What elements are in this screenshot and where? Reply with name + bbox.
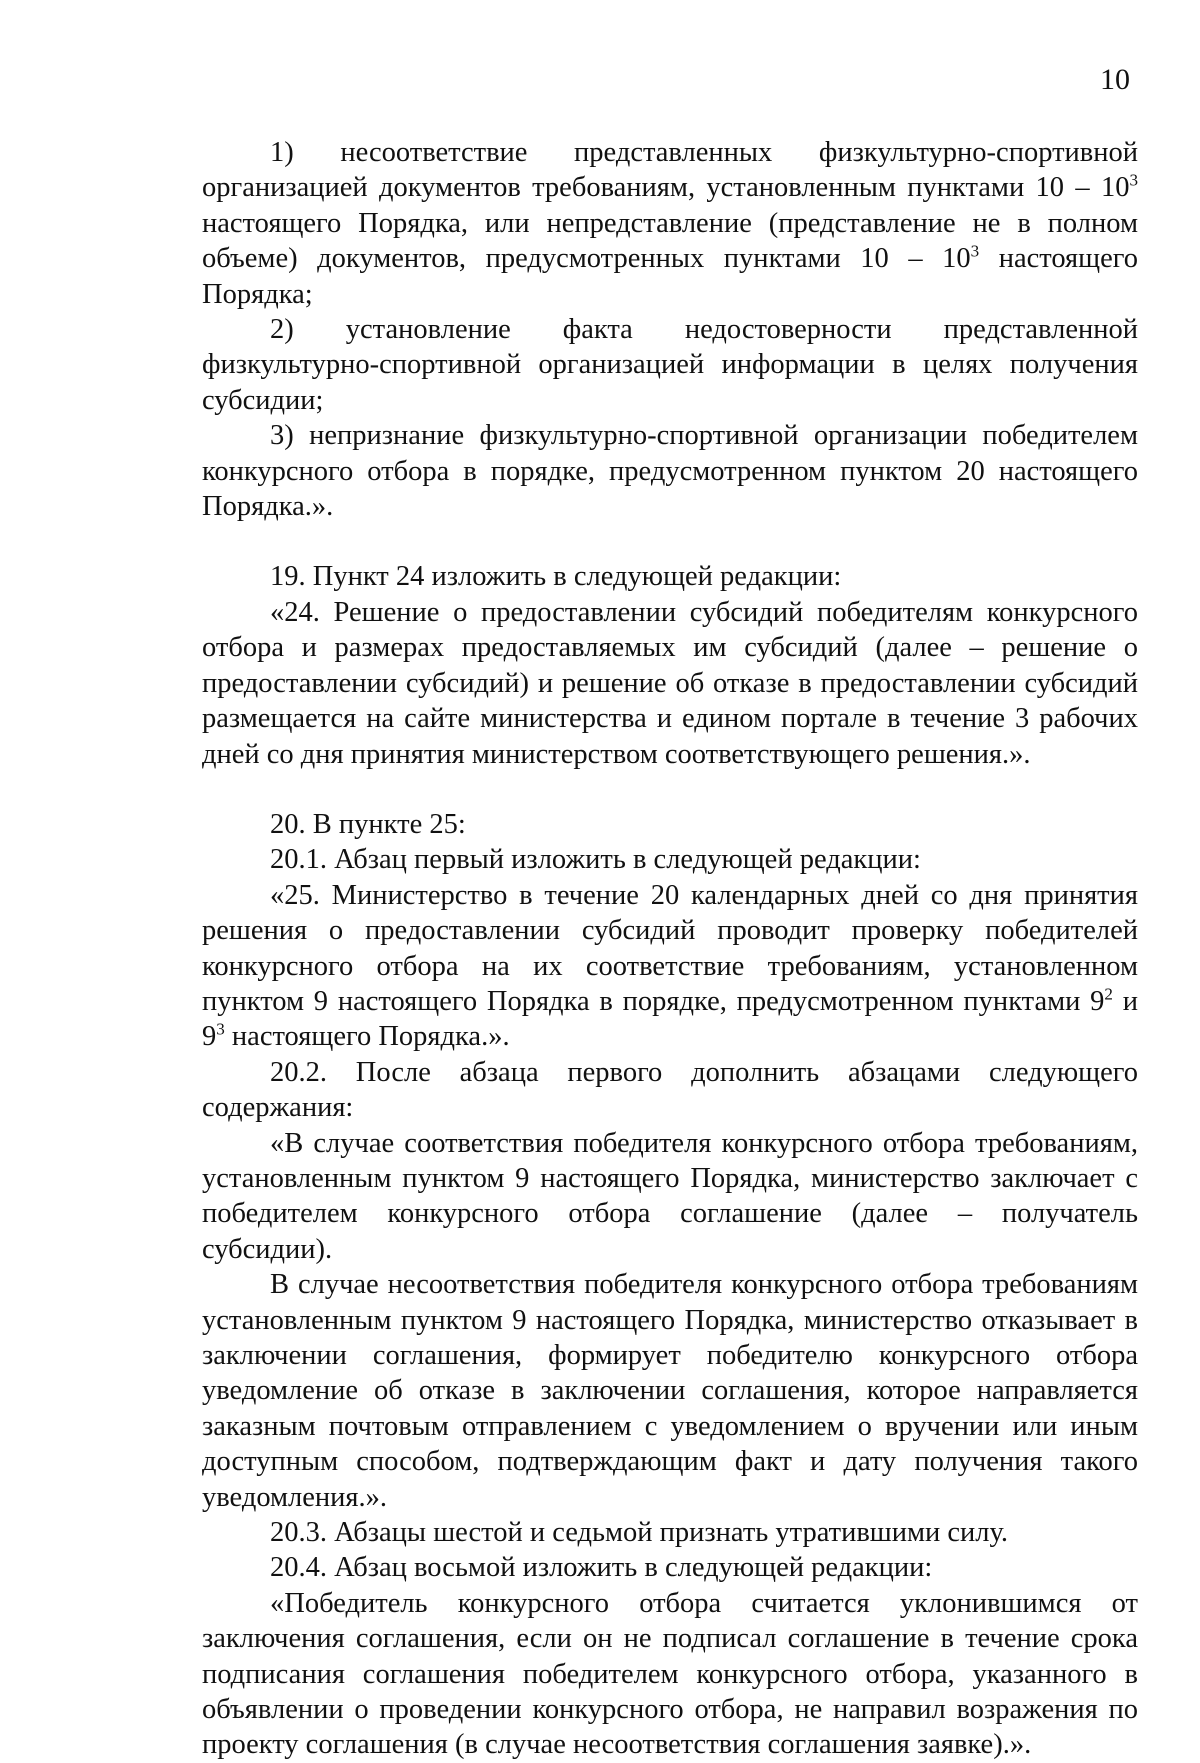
superscript: 3 — [970, 241, 980, 261]
text-run: 20.2. После абзаца первого дополнить абзацами следующего содержания: — [202, 1056, 1138, 1124]
paragraph-13 — [202, 1550, 1138, 1585]
text-run: 20. В пункте 25: — [270, 808, 466, 840]
text-run: 20.1. Абзац первый изложить в следующей редакции: — [270, 844, 921, 876]
text-run: настоящего Порядка; — [202, 243, 1138, 310]
text-run: «25. Министерство в течение 20 календарных дней со дня принятия решения о предоставлении субсидий проводит проверку победителей конкурсного отбора на их соответствие требованиям, установленном пунктом 9 настоящего Порядка в порядке, предусмотренном пунктами 9 — [202, 879, 1138, 1017]
text-run: «В случае соответствия победителя конкурсного отбора требованиям, установленным пунктом 9 настоящего Порядка, министерство заключает с победителем конкурсного отбора соглашение (далее – получатель субсидии). — [202, 1127, 1138, 1265]
text-run: 1) несоответствие представленных физкультурно-спортивной организацией документов требованиям, установленным пунктами 10 – 10 — [202, 137, 1138, 204]
paragraph-6 — [202, 807, 1138, 842]
text-run: «Победитель конкурсного отбора считается уклонившимся от заключения соглашения, если он не подписал соглашение в течение срока подписания соглашения победителем конкурсного отбора, указанного в объявлении о проведении конкурсного отбора, не направил возражения по проекту соглашения (в случае несоответствия соглашения заявке).». — [202, 1587, 1138, 1761]
text-run: настоящего Порядка.». — [224, 1021, 510, 1053]
paragraph-7 — [202, 842, 1138, 877]
text-run: 2) установление факта недостоверности представленной физкультурно-спортивной организацией информации в целях получения субсидии; — [202, 314, 1138, 416]
paragraph-3 — [202, 418, 1138, 524]
page-number: 10 — [1100, 63, 1130, 96]
document-body — [202, 135, 1138, 1763]
paragraph-10 — [202, 1126, 1138, 1268]
paragraph-4 — [202, 559, 1138, 594]
paragraph-1 — [202, 135, 1138, 312]
paragraph-2 — [202, 312, 1138, 418]
text-run: 3) непризнание физкультурно-спортивной организации победителем конкурсного отбора в порядке, предусмотренном пунктом 20 настоящего Порядка.». — [202, 420, 1138, 523]
text-run: и 9 — [202, 985, 1138, 1053]
text-run: настоящего Порядка, или непредставление (представление не в полном объеме) документов, предусмотренных пунктами 10 – 10 — [202, 207, 1138, 275]
paragraph-12 — [202, 1515, 1138, 1550]
paragraph-8 — [202, 878, 1138, 1055]
paragraph-5 — [202, 595, 1138, 772]
superscript: 2 — [1104, 984, 1113, 1004]
text-run: 19. Пункт 24 изложить в следующей редакции: — [270, 561, 842, 593]
text-run: «24. Решение о предоставлении субсидий победителям конкурсного отбора и размерах предоставляемых им субсидий (далее – решение о предоставлении субсидий) и решение об отказе в предоставлении субсидий размещается на сайте министерства и едином портале в течение 3 рабочих дней со дня принятия министерством соответствующего решения.». — [202, 596, 1138, 770]
paragraph-14 — [202, 1586, 1138, 1763]
paragraph-11 — [202, 1267, 1138, 1515]
superscript: 3 — [1129, 170, 1138, 190]
superscript: 3 — [216, 1019, 225, 1039]
text-run: 20.3. Абзацы шестой и седьмой признать утратившими силу. — [270, 1517, 1009, 1549]
paragraph-9 — [202, 1055, 1138, 1126]
text-run: 20.4. Абзац восьмой изложить в следующей редакции: — [270, 1552, 933, 1584]
text-run: В случае несоответствия победителя конкурсного отбора требованиям установленным пунктом 9 настоящего Порядка, министерство отказывает в заключении соглашения, формирует победителю конкурсного отбора уведомление об отказе в заключении соглашения, которое направляется заказным почтовым отправлением с уведомлением о вручении или иным доступным способом, подтверждающим факт и дату получения такого уведомления.». — [202, 1269, 1138, 1513]
